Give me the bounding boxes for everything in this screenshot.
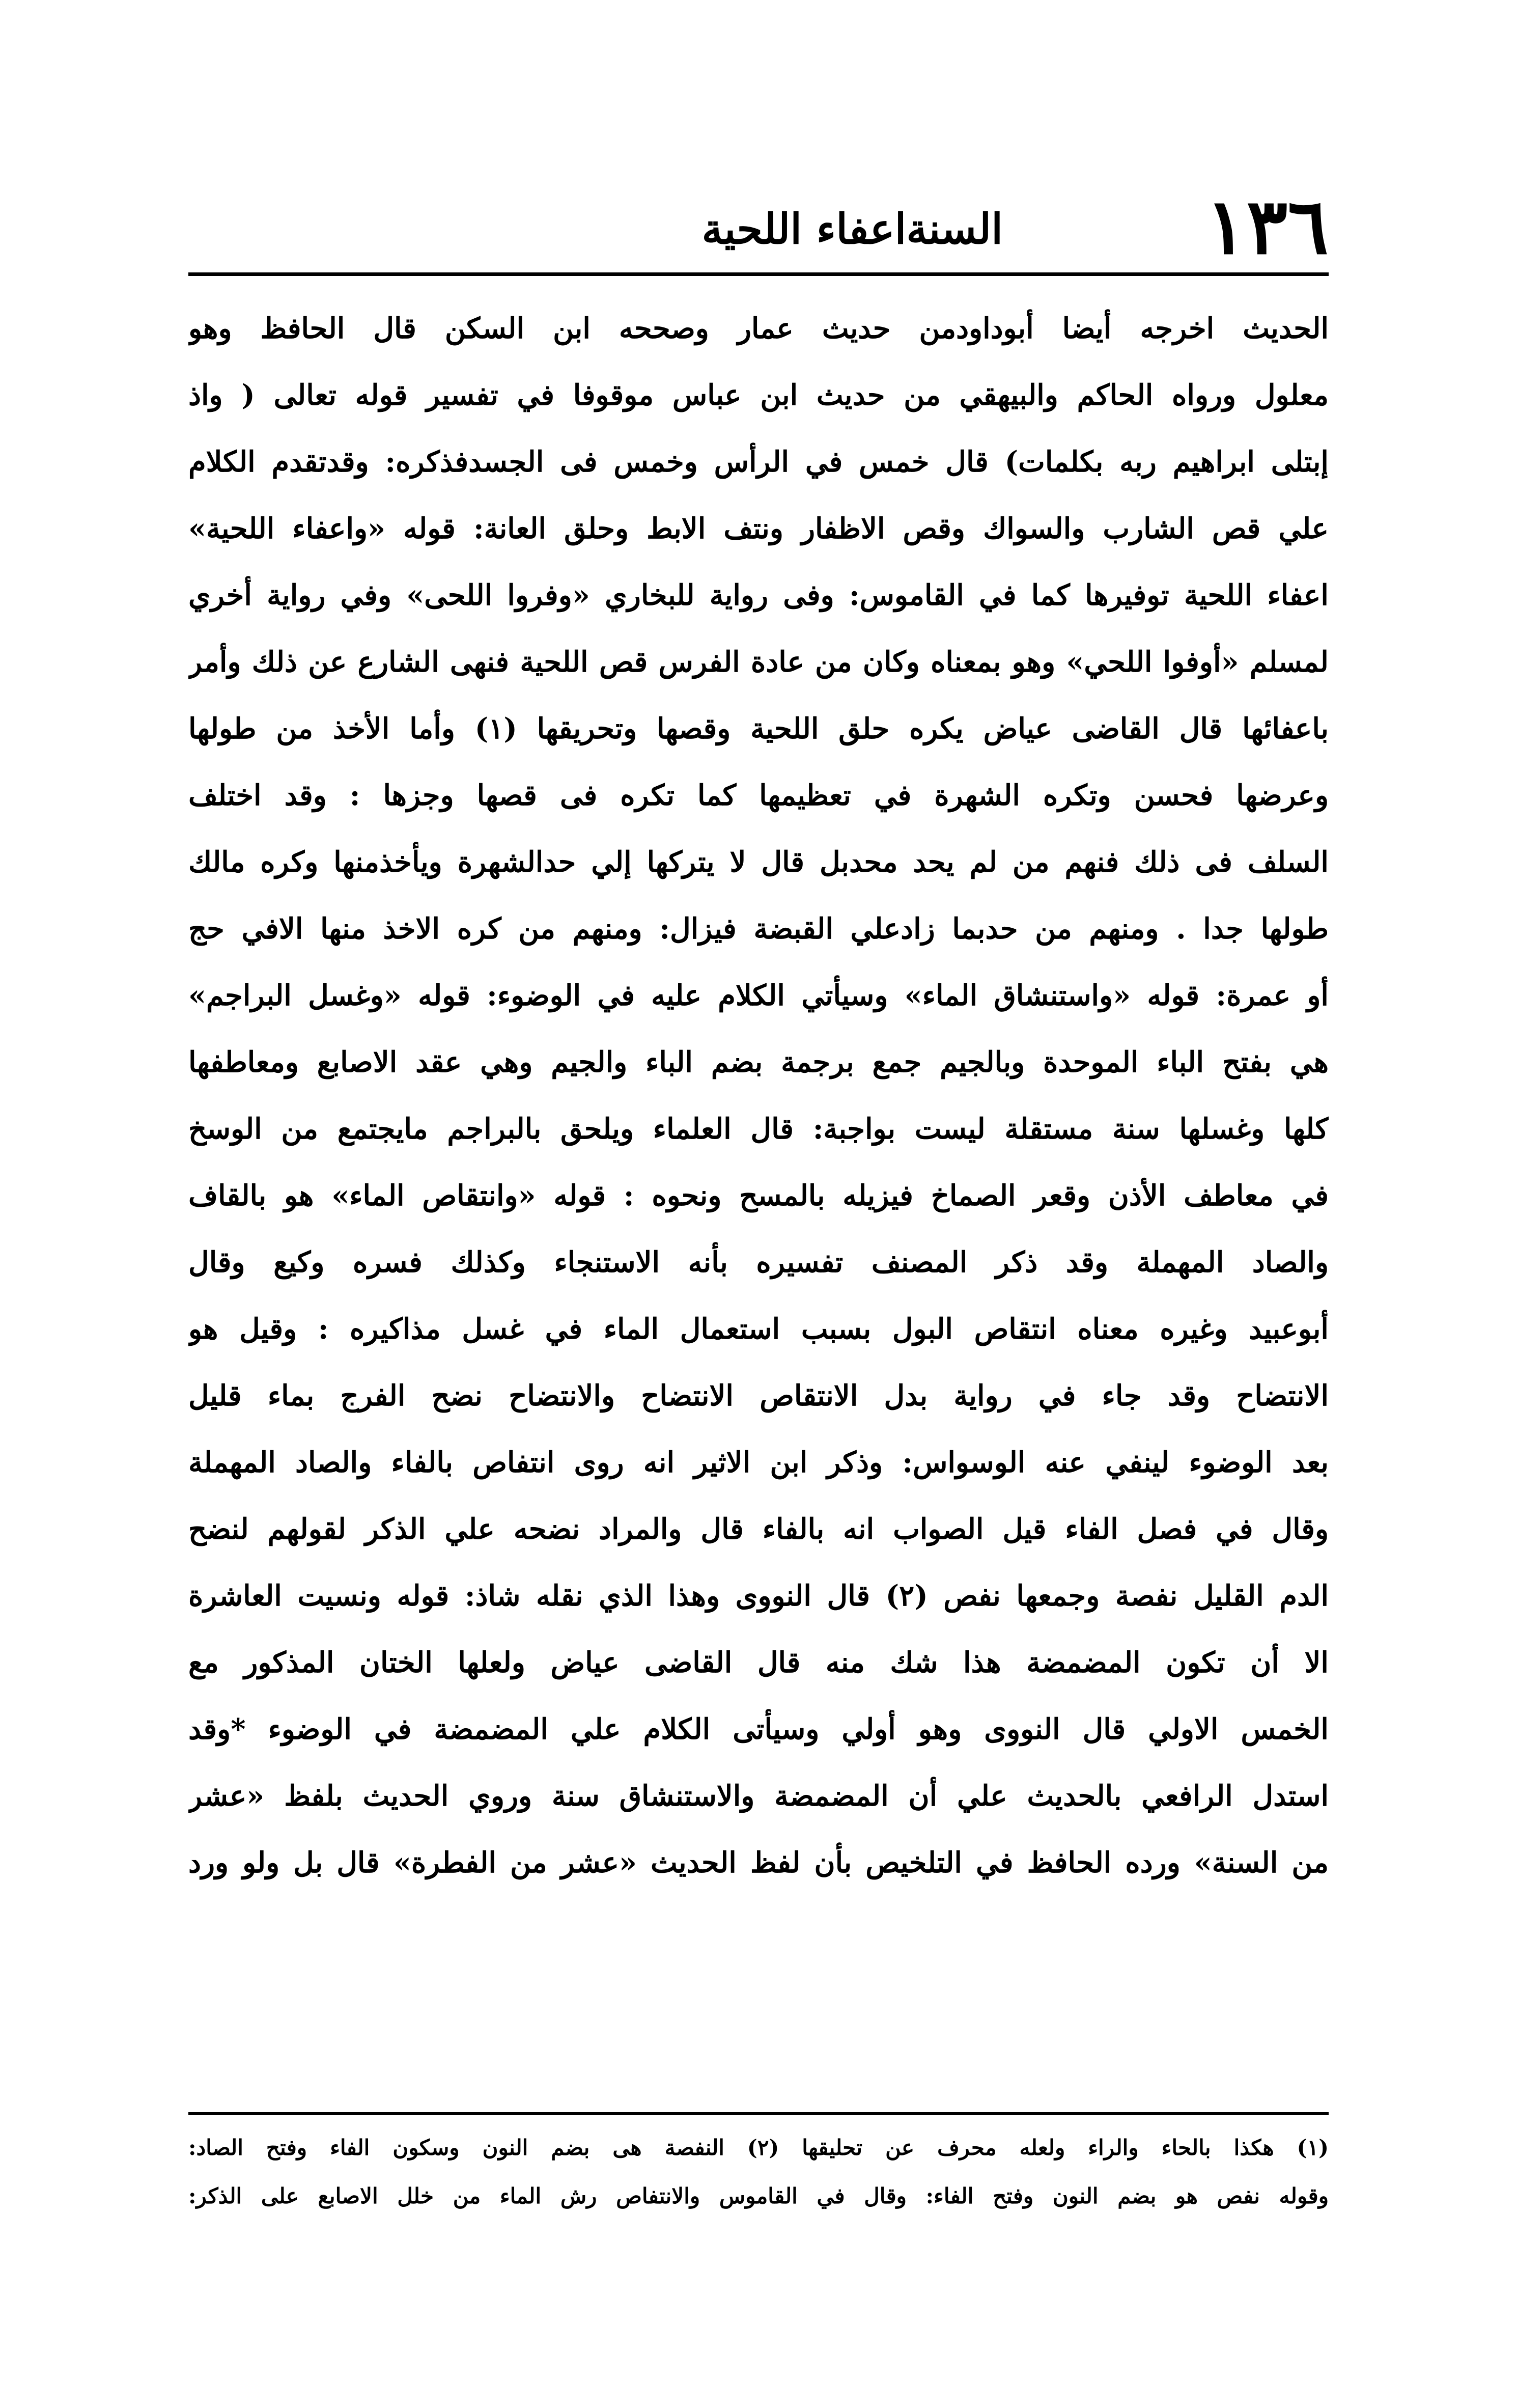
text-line: أبوعبيد وغيره معناه انتقاص البول بسبب استعمال الماء في غسل مذاكيره : وقيل هو bbox=[188, 1312, 1329, 1346]
text-line: علي قص الشارب والسواك وقص الاظفار ونتف الابط وحلق العانة: قوله «واعفاء اللحية» bbox=[188, 512, 1329, 545]
footnote-rule bbox=[188, 2112, 1329, 2115]
text-line: وعرضها فحسن وتكره الشهرة في تعظيمها كما تكره فى قصها وجزها : وقد اختلف bbox=[188, 779, 1329, 812]
text-line: استدل الرافعي بالحديث علي أن المضمضة والاستنشاق سنة وروي الحديث بلفظ «عشر bbox=[188, 1779, 1329, 1813]
footnote-line: (١) هكذا بالحاء والراء ولعله محرف عن تحليقها (٢) النفصة هى بضم النون وسكون الفاء وفتح الصاد: bbox=[188, 2135, 1329, 2160]
main-text bbox=[188, 295, 1329, 2078]
running-header bbox=[188, 183, 1329, 270]
text-line: الدم القليل نفصة وجمعها نفص (٢) قال النووى وهذا الذي نقله شاذ: قوله ونسيت العاشرة bbox=[188, 1579, 1329, 1613]
text-line: الا أن تكون المضمضة هذا شك منه قال القاضى عياض ولعلها الختان المذكور مع bbox=[188, 1646, 1329, 1679]
running-title: السنةاعفاء اللحية bbox=[701, 205, 1003, 254]
text-line: الانتضاح وقد جاء في رواية بدل الانتقاص الانتضاح والانتضاح نضح الفرج بماء قليل bbox=[188, 1379, 1329, 1413]
text-line: باعفائها قال القاضى عياض يكره حلق اللحية وقصها وتحريقها (١) وأما الأخذ من طولها bbox=[188, 712, 1329, 745]
header-rule bbox=[188, 272, 1329, 276]
text-line: إبتلى ابراهيم ربه بكلمات) قال خمس في الرأس وخمس فى الجسدفذكره: وقدتقدم الكلام bbox=[188, 445, 1329, 479]
text-line: معلول ورواه الحاكم والبيهقي من حديث ابن عباس موقوفا في تفسير قوله تعالى ( واذ bbox=[188, 378, 1329, 412]
text-line: من السنة» ورده الحافظ في التلخيص بأن لفظ الحديث «عشر من الفطرة» قال بل ولو ورد bbox=[188, 1846, 1329, 1879]
page-number: ١٣٦ bbox=[1205, 182, 1329, 271]
text-line: الخمس الاولي قال النووى وهو أولي وسيأتى الكلام علي المضمضة في الوضوء *وقد bbox=[188, 1712, 1329, 1746]
text-line: بعد الوضوء لينفي عنه الوسواس: وذكر ابن الاثير انه روى انتفاص بالفاء والصاد المهملة bbox=[188, 1446, 1329, 1479]
text-line: والصاد المهملة وقد ذكر المصنف تفسيره بأنه الاستنجاء وكذلك فسره وكيع وقال bbox=[188, 1245, 1329, 1279]
footnotes bbox=[188, 2123, 1329, 2220]
text-line: الحديث اخرجه أيضا أبوداودمن حديث عمار وصححه ابن السكن قال الحافظ وهو bbox=[188, 312, 1329, 345]
text-line: وقال في فصل الفاء قيل الصواب انه بالفاء قال والمراد نضحه علي الذكر لقولهم لنضح bbox=[188, 1512, 1329, 1546]
text-line: اعفاء اللحية توفيرها كما في القاموس: وفى رواية للبخاري «وفروا اللحى» وفي رواية أخري bbox=[188, 578, 1329, 612]
text-line: لمسلم «أوفوا اللحي» وهو بمعناه وكان من عادة الفرس قص اللحية فنهى الشارع عن ذلك وأمر bbox=[188, 645, 1329, 679]
text-line: طولها جدا . ومنهم من حدبما زادعلي القبضة فيزال: ومنهم من كره الاخذ منها الافي حج bbox=[188, 912, 1329, 946]
footnote-line: وقوله نفص هو بضم النون وفتح الفاء: وقال في القاموس والانتفاص رش الماء من خلل الاصابع على الذكر: bbox=[188, 2183, 1329, 2208]
text-line: أو عمرة: قوله «واستنشاق الماء» وسيأتي الكلام عليه في الوضوء: قوله «وغسل البراجم» bbox=[188, 979, 1329, 1012]
text-line: هي بفتح الباء الموحدة وبالجيم جمع برجمة بضم الباء والجيم وهي عقد الاصابع ومعاطفها bbox=[188, 1045, 1329, 1079]
text-line: كلها وغسلها سنة مستقلة ليست بواجبة: قال العلماء ويلحق بالبراجم مايجتمع من الوسخ bbox=[188, 1112, 1329, 1146]
text-line: السلف فى ذلك فنهم من لم يحد محدبل قال لا يتركها إلي حدالشهرة ويأخذمنها وكره مالك bbox=[188, 845, 1329, 879]
text-line: في معاطف الأذن وقعر الصماخ فيزيله بالمسح ونحوه : قوله «وانتقاص الماء» هو بالقاف bbox=[188, 1179, 1329, 1212]
